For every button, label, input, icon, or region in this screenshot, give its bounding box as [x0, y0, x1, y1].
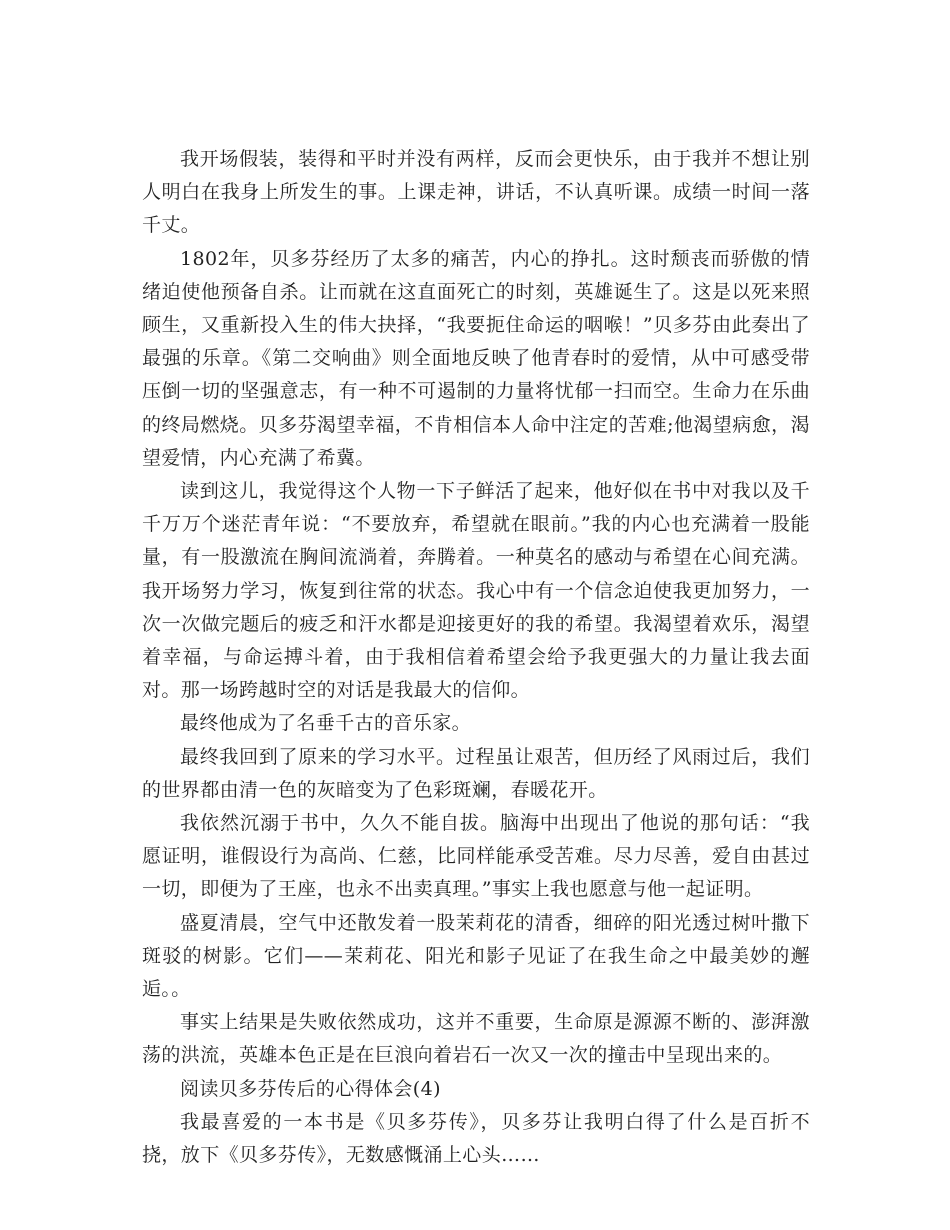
paragraph-7: 盛夏清晨，空气中还散发着一股茉莉花的清香，细碎的阳光透过树叶撒下斑驳的树影。它们——茉莉花、阳光和影子见证了在我生命之中最美妙的邂逅。。	[142, 911, 810, 1001]
paragraph-10: 我最喜爱的一本书是《贝多芬传》，贝多芬让我明白得了什么是百折不挠，放下《贝多芬传》，无数感慨涌上心头……	[142, 1110, 810, 1167]
paragraph-3: 读到这儿，我觉得这个人物一下子鲜活了起来，他好似在书中对我以及千千万万个迷茫青年说：“不要放弃，希望就在眼前。”我的内心也充满着一股能量，有一股激流在胸间流淌着，奔腾着。一种莫名的感动与希望在心间充满。我开场努力学习，恢复到往常的状态。我心中有一个信念迫使我更加努力，一次一次做完题后的疲乏和汗水都是迎接更好的我的希望。我渴望着欢乐，渴望着幸福，与命运搏斗着，由于我相信着希望会给予我更强大的力量让我去面对。那一场跨越时空的对话是我最大的信仰。	[142, 480, 810, 702]
paragraph-1: 我开场假装，装得和平时并没有两样，反而会更快乐，由于我并不想让别人明白在我身上所发生的事。上课走神，讲话，不认真听课。成绩一时间一落千丈。	[142, 148, 810, 237]
paragraph-5: 最终我回到了原来的学习水平。过程虽让艰苦，但历经了风雨过后，我们的世界都由清一色的灰暗变为了色彩斑斓，春暖花开。	[142, 745, 810, 801]
document-body	[142, 143, 810, 1172]
paragraph-6: 我依然沉溺于书中，久久不能自拔。脑海中出现出了他说的那句话：“我愿证明，谁假设行为高尚、仁慈，比同样能承受苦难。尽力尽善，爱自由甚过一切，即便为了王座，也永不出卖真理。”事实上我也愿意与他一起证明。	[142, 812, 810, 901]
section-heading: 阅读贝多芬传后的心得体会(4)	[180, 1077, 441, 1100]
paragraph-4: 最终他成为了名垂千古的音乐家。	[180, 712, 472, 735]
paragraph-2: 1802年，贝多芬经历了太多的痛苦，内心的挣扎。这时颓丧而骄傲的情绪迫使他预备自杀。让而就在这直面死亡的时刻，英雄诞生了。这是以死来照顾生，又重新投入生的伟大抉择，“我要扼住命运的咽喉！”贝多芬由此奏出了最强的乐章。《第二交响曲》则全面地反映了他青春时的爱情，从中可感受带压倒一切的坚强意志，有一种不可遏制的力量将忧郁一扫而空。生命力在乐曲的终局燃烧。贝多芬渴望幸福，不肯相信本人命中注定的苦难;他渴望病愈，渴望爱情，内心充满了希冀。	[142, 247, 810, 469]
paragraph-8: 事实上结果是失败依然成功，这并不重要，生命原是源源不断的、澎湃激荡的洪流，英雄本色正是在巨浪向着岩石一次又一次的撞击中呈现出来的。	[142, 1011, 810, 1067]
